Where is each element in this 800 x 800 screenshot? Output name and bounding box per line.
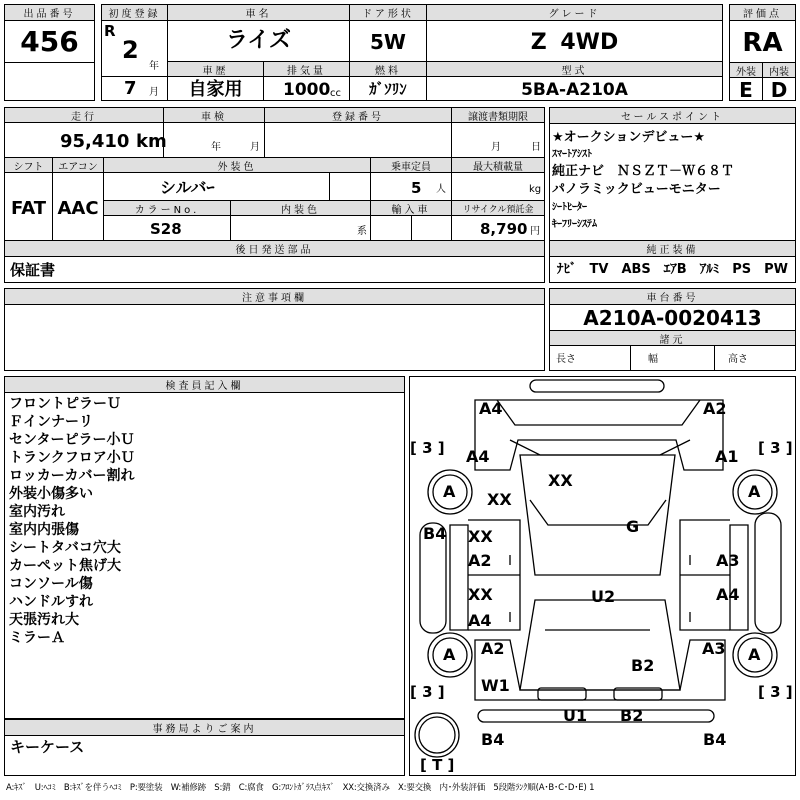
damage-code: B2 [620,706,644,725]
damage-code: B4 [703,730,727,749]
damage-code: A4 [468,611,492,630]
damage-code: U2 [591,587,616,606]
sales-points-list [552,129,794,233]
damage-code: B2 [631,656,655,675]
damage-code: A4 [466,447,490,466]
score: RA [742,28,783,58]
max-load-unit: kg [529,184,542,195]
interior-grade: D [770,78,788,102]
tire-tread-fl: [ 3 ] [410,439,445,457]
genuine-equipment: ﾅﾋﾞ TV ABS ｴｱB ｱﾙﾐ PS PW [557,262,788,277]
inspector-notes [9,395,135,647]
damage-code: A4 [479,399,503,418]
ac-header: エアコン [52,157,104,173]
damage-code: U1 [563,706,588,725]
exterior-grade: E [739,78,753,102]
spec-width: 幅 [648,354,658,365]
door-header: ドア形状 [349,4,427,21]
color-number: S28 [150,220,182,238]
grade: Z 4WD [530,30,619,55]
legend: A:ｷｽﾞ U:ﾍｺﾐ B:ｷｽﾞを伴うﾍｺﾐ P:要塗装 W:補修跡 S:錆 C:腐食 G:ﾌﾛﾝﾄｶﾞﾗｽ点ｷｽﾞ XX:交換済み X:要交換 内･外装評価 5段階ﾗﾝｸ順(A･B･C･D･E) 1 [6,783,595,793]
lot-number-header: 出品番号 [4,4,95,21]
max-load-header: 最大積載量 [451,157,545,173]
fuel-header: 燃料 [349,61,427,77]
spec-length: 長さ [556,354,576,365]
sales-point: パノラミックビューモニター [552,182,721,197]
damage-code: A1 [715,447,739,466]
inspector-note: 室内内張傷 [9,522,79,538]
sales-point: ｽﾏｰﾄｱｼｽﾄ [552,149,592,160]
displacement-header: 排気量 [263,61,350,77]
registration-year: 2 [122,36,139,64]
inspector-note: コンソール傷 [9,576,93,592]
notes-header: 注意事項欄 [4,288,545,305]
recycle-header: リサイクル預託金 [451,200,545,216]
inspector-header: 検査員記入欄 [4,376,405,393]
specs-header: 諸元 [549,330,796,346]
color-number-header: カラーNo. [103,200,231,216]
later-parts-header: 後日発送部品 [4,240,545,257]
office-notice: キーケース [10,738,85,756]
damage-code: A3 [716,551,740,570]
damage-code: A2 [468,551,492,570]
damage-code: A2 [703,399,727,418]
tire-tread-rr: [ 3 ] [758,683,793,701]
shift-header: シフト [4,157,53,173]
model: 5BA-A210A [521,80,628,100]
inspector-note: フロントピラーＵ [9,396,121,412]
transfer-month-unit: 月 [491,142,501,153]
displacement: 1000 [283,80,331,100]
inspector-note: 外装小傷多い [9,486,93,502]
car-name-header: 車名 [167,4,350,21]
damage-code: XX [548,471,573,490]
interior-grade-header: 内装 [762,62,796,78]
interior-color-header: 内装色 [230,200,371,216]
registration-month: 7 [124,78,137,99]
damage-code: A2 [481,639,505,658]
era: R [104,22,116,40]
capacity-header: 乗車定員 [370,157,452,173]
wheel-fr-code: A [748,482,761,501]
tire-tread-fr: [ 3 ] [758,439,793,457]
damage-code: XX [487,490,512,509]
inspector-note: ハンドルすれ [9,594,93,610]
mileage-unit: km [136,131,167,152]
inspection-header: 車検 [163,107,265,123]
sales-points-header: セールスポイント [549,107,796,124]
inspector-note: センターピラー小Ｕ [9,432,135,448]
transfer-deadline-header: 譲渡書類期限 [451,107,545,123]
wheel-fl-code: A [443,482,456,501]
capacity-unit: 人 [436,184,446,195]
damage-code: A4 [716,585,740,604]
damage-code: XX [468,585,493,604]
exterior-color: シルバｰ [160,178,215,197]
exterior-color-header: 外装色 [103,157,371,173]
transfer-day-unit: 日 [531,142,541,153]
capacity: 5 [411,179,422,197]
grade-header: グレード [426,4,723,21]
history: 自家用 [188,79,243,100]
damage-code: A3 [702,639,726,658]
vehicle-details-box [4,107,545,241]
exterior-grade-header: 外装 [729,62,763,78]
inspector-note: Ｆインナーリ [9,414,93,430]
inspector-note: 室内汚れ [9,504,65,520]
plate-header: 登録番号 [264,107,452,123]
damage-code: B4 [481,730,505,749]
later-parts: 保証書 [10,261,56,279]
air-conditioner: AAC [57,198,99,219]
inspector-note: ミラーＡ [9,630,65,646]
shift: FAT [10,198,47,219]
spec-height: 高さ [728,354,748,365]
year-unit: 年 [149,61,159,72]
first-registration-header: 初度登録 [101,4,168,21]
fuel: ｶﾞｿﾘﾝ [369,80,407,98]
damage-diagram [409,376,796,776]
genuine-equipment-header: 純正装備 [549,240,796,257]
damage-code: W1 [481,676,510,695]
wheel-rl-code: A [443,645,456,664]
door-type: 5W [370,30,406,54]
inspector-note: ロッカーカバー割れ [9,468,135,484]
inspector-note: シートタバコ穴大 [9,540,121,556]
import-header: 輸入車 [370,200,452,216]
lot-number: 456 [20,25,79,58]
mileage: 95,410 [60,131,130,152]
spare-tire-label: [ T ] [420,756,455,774]
recycle-deposit: 8,790 [480,220,528,238]
mileage-header: 走行 [4,107,164,123]
chassis-number: A210A-0020413 [583,306,762,330]
history-header: 車歴 [167,61,264,77]
model-header: 型式 [426,61,723,77]
sales-point: 純正ナビ ＮＳＺＴ－Ｗ６８Ｔ [552,164,735,179]
inspector-note: カーペット焦げ大 [9,558,121,574]
inspector-note: 天張汚れ大 [9,612,79,628]
damage-code: B4 [423,524,447,543]
month-unit: 月 [149,87,159,98]
sales-point: ｼｰﾄﾋｰﾀｰ [552,202,587,213]
chassis-header: 車台番号 [549,288,796,305]
inspection-year-unit: 年 [211,142,221,153]
office-header: 事務局よりご案内 [4,719,405,736]
sales-point: ｷｰﾌﾘｰｼｽﾃﾑ [552,219,597,230]
interior-color-unit: 系 [357,226,367,237]
inspection-month-unit: 月 [250,142,260,153]
displacement-unit: cc [330,88,341,99]
recycle-unit: 円 [530,226,540,237]
damage-code: XX [468,527,493,546]
score-header: 評価点 [729,4,796,21]
car-name: ライズ [225,28,292,53]
tire-tread-rl: [ 3 ] [410,683,445,701]
damage-code: G [626,517,640,536]
wheel-rr-code: A [748,645,761,664]
inspector-note: トランクフロア小Ｕ [9,450,135,466]
sales-point: ★オークションデビュー★ [552,130,706,145]
